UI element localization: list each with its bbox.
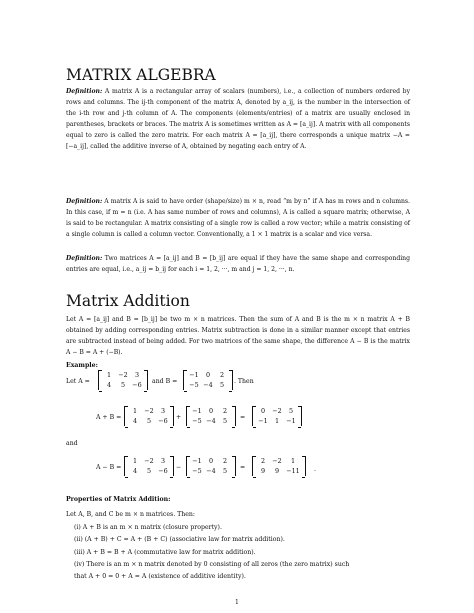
matrix-entry: 2 [222,457,228,465]
matrix-entry: −6 [158,467,168,475]
matrix-entry: 0 [260,407,266,415]
matrix-entry: 2 [222,407,228,415]
matrix-entry: 5 [146,417,152,425]
matrix-entry: 2 [219,371,225,379]
difference-lhs: A − B = [96,464,122,471]
properties-title: Properties of Matrix Addition: [66,496,171,503]
definition-order [66,196,410,240]
matrix-entry: 1 [132,407,138,415]
example-label: Example: [66,362,98,369]
sum-lhs: A + B = [96,414,122,421]
equals-sign: = [240,414,246,421]
matrix-entry: 5 [146,467,152,475]
matrix-entry: −1 [192,457,202,465]
matrix-entry: 1 [290,457,296,465]
matrix-entry: −2 [272,407,282,415]
property-item: that A + 0 = 0 + A = A (existence of additive identity). [74,573,246,581]
matrix-sum [252,406,302,426]
matrix-entry: −2 [144,457,154,465]
matrix-entry: −2 [272,457,282,465]
matrix-entry: 0 [205,371,211,379]
definition-text: Two matrices A = [a_ij] and B = [b_ij] are equal if they have the same shape and corresponding entries are equal, i.e., a_ij = b_ij for each i = 1, 2, ···, m and j = 1, 2, ···, n. [66,255,410,273]
property-item: (i) A + B is an m × n matrix (closure property). [74,524,222,531]
matrix-entry: 9 [260,467,266,475]
matrix-entry: −2 [144,407,154,415]
definition-text: A matrix A is a rectangular array of scalars (numbers), i.e., a collection of numbers ordered by rows and columns. The ij-th component of the matrix A, denoted by a_ij, is the number in the intersection of the i-th row and j-th column of A. The components (elements/entries) of a matrix are usually enclosed in parentheses, brackets or braces. The matrix A is sometimes written as A = [a_ij]. A matrix with all components equal to zero is called the zero matrix. For each matrix A = [a_ij], there corresponds a unique matrix −A = [−a_ij], called the additive inverse of A, obtained by negating each entry of A. [66,88,411,150]
matrix-entry: 3 [134,371,140,379]
matrix-entry: 9 [274,467,280,475]
matrix-entry: 0 [208,457,214,465]
matrix-entry: 3 [160,457,166,465]
matrix-entry: 1 [274,417,280,425]
matrix-entry: −5 [192,417,202,425]
matrix-entry: 1 [132,457,138,465]
and-b-text: and B = [152,378,178,385]
matrix-b [186,406,236,426]
addition-definition: Let A = [a_ij] and B = [b_ij] be two m × n matrices. Then the sum of A and B is the m × n matrix A + B obtained by adding corresponding entries. Matrix subtraction is done in a similar manner except that entries are subtracted instead of being added. For two matrices of the same shape, the difference A − B is the matrix A − B = A + (−B). [66,316,410,356]
matrix-entry: 5 [120,381,126,389]
let-a-text: Let A = [66,378,90,385]
property-item: (iv) There is an m × n matrix denoted by 0 consisting of all zeros (the zero matrix) such [74,560,350,568]
matrix-entry: 4 [106,381,112,389]
definition-equality [66,253,410,275]
then-text: . Then [234,378,254,385]
document-page [66,0,410,613]
matrix-entry: −6 [158,417,168,425]
property-item: (iii) A + B = B + A (commutative law for matrix addition). [74,548,256,556]
section-title-matrix-addition: Matrix Addition [66,292,190,310]
matrix-difference [252,456,306,476]
matrix-entry: −1 [258,417,268,425]
matrix-entry: −11 [286,467,300,475]
page-title: MATRIX ALGEBRA [66,66,216,84]
page-number: 1 [235,599,239,606]
matrix-entry: −4 [203,381,213,389]
matrix-entry: −5 [192,467,202,475]
matrix-entry: 2 [260,457,266,465]
matrix-entry: 4 [132,417,138,425]
matrix-b [186,456,236,476]
definition-label: Definition: [66,255,103,262]
properties-list [74,522,349,583]
matrix-entry: −1 [286,417,296,425]
matrix-entry: 5 [222,467,228,475]
property-item: (ii) (A + B) + C = A + (B + C) (associative law for matrix addition). [74,536,285,544]
matrix-entry: 5 [219,381,225,389]
matrix-entry: −1 [192,407,202,415]
definition-matrix [66,86,410,152]
matrix-a [124,456,174,476]
matrix-entry: −6 [132,381,142,389]
matrix-a [98,370,148,390]
matrix-entry: 0 [208,407,214,415]
matrix-entry: 4 [132,467,138,475]
matrix-entry: 5 [288,407,294,415]
matrix-entry: 5 [222,417,228,425]
and-text: and [66,440,78,447]
definition-text: A matrix A is said to have order (shape/size) m × n, read “m by n” if A has m rows and n columns. In this case, if m = n (i.e. A has same number of rows and columns), A is called a square matrix; otherwise, A is said to be rectangular. A matrix consisting of a single row is called a row vector; while a matrix consisting of a single column is called a column vector. Conventionally, a 1 × 1 matrix is a scalar and vice versa. [66,198,410,238]
period: . [314,466,316,473]
equals-sign: = [240,464,246,471]
matrix-a [124,406,174,426]
definition-label: Definition: [66,198,103,205]
matrix-entry: −4 [206,417,216,425]
matrix-b [183,370,233,390]
definition-label: Definition: [66,88,103,95]
plus-sign: + [176,414,182,421]
matrix-entry: −4 [206,467,216,475]
matrix-entry: 1 [106,371,112,379]
minus-sign: − [176,464,182,471]
matrix-entry: 3 [160,407,166,415]
matrix-entry: −2 [118,371,128,379]
matrix-entry: −1 [189,371,199,379]
properties-intro: Let A, B, and C be m × n matrices. Then: [66,511,195,518]
matrix-entry: −5 [189,381,199,389]
